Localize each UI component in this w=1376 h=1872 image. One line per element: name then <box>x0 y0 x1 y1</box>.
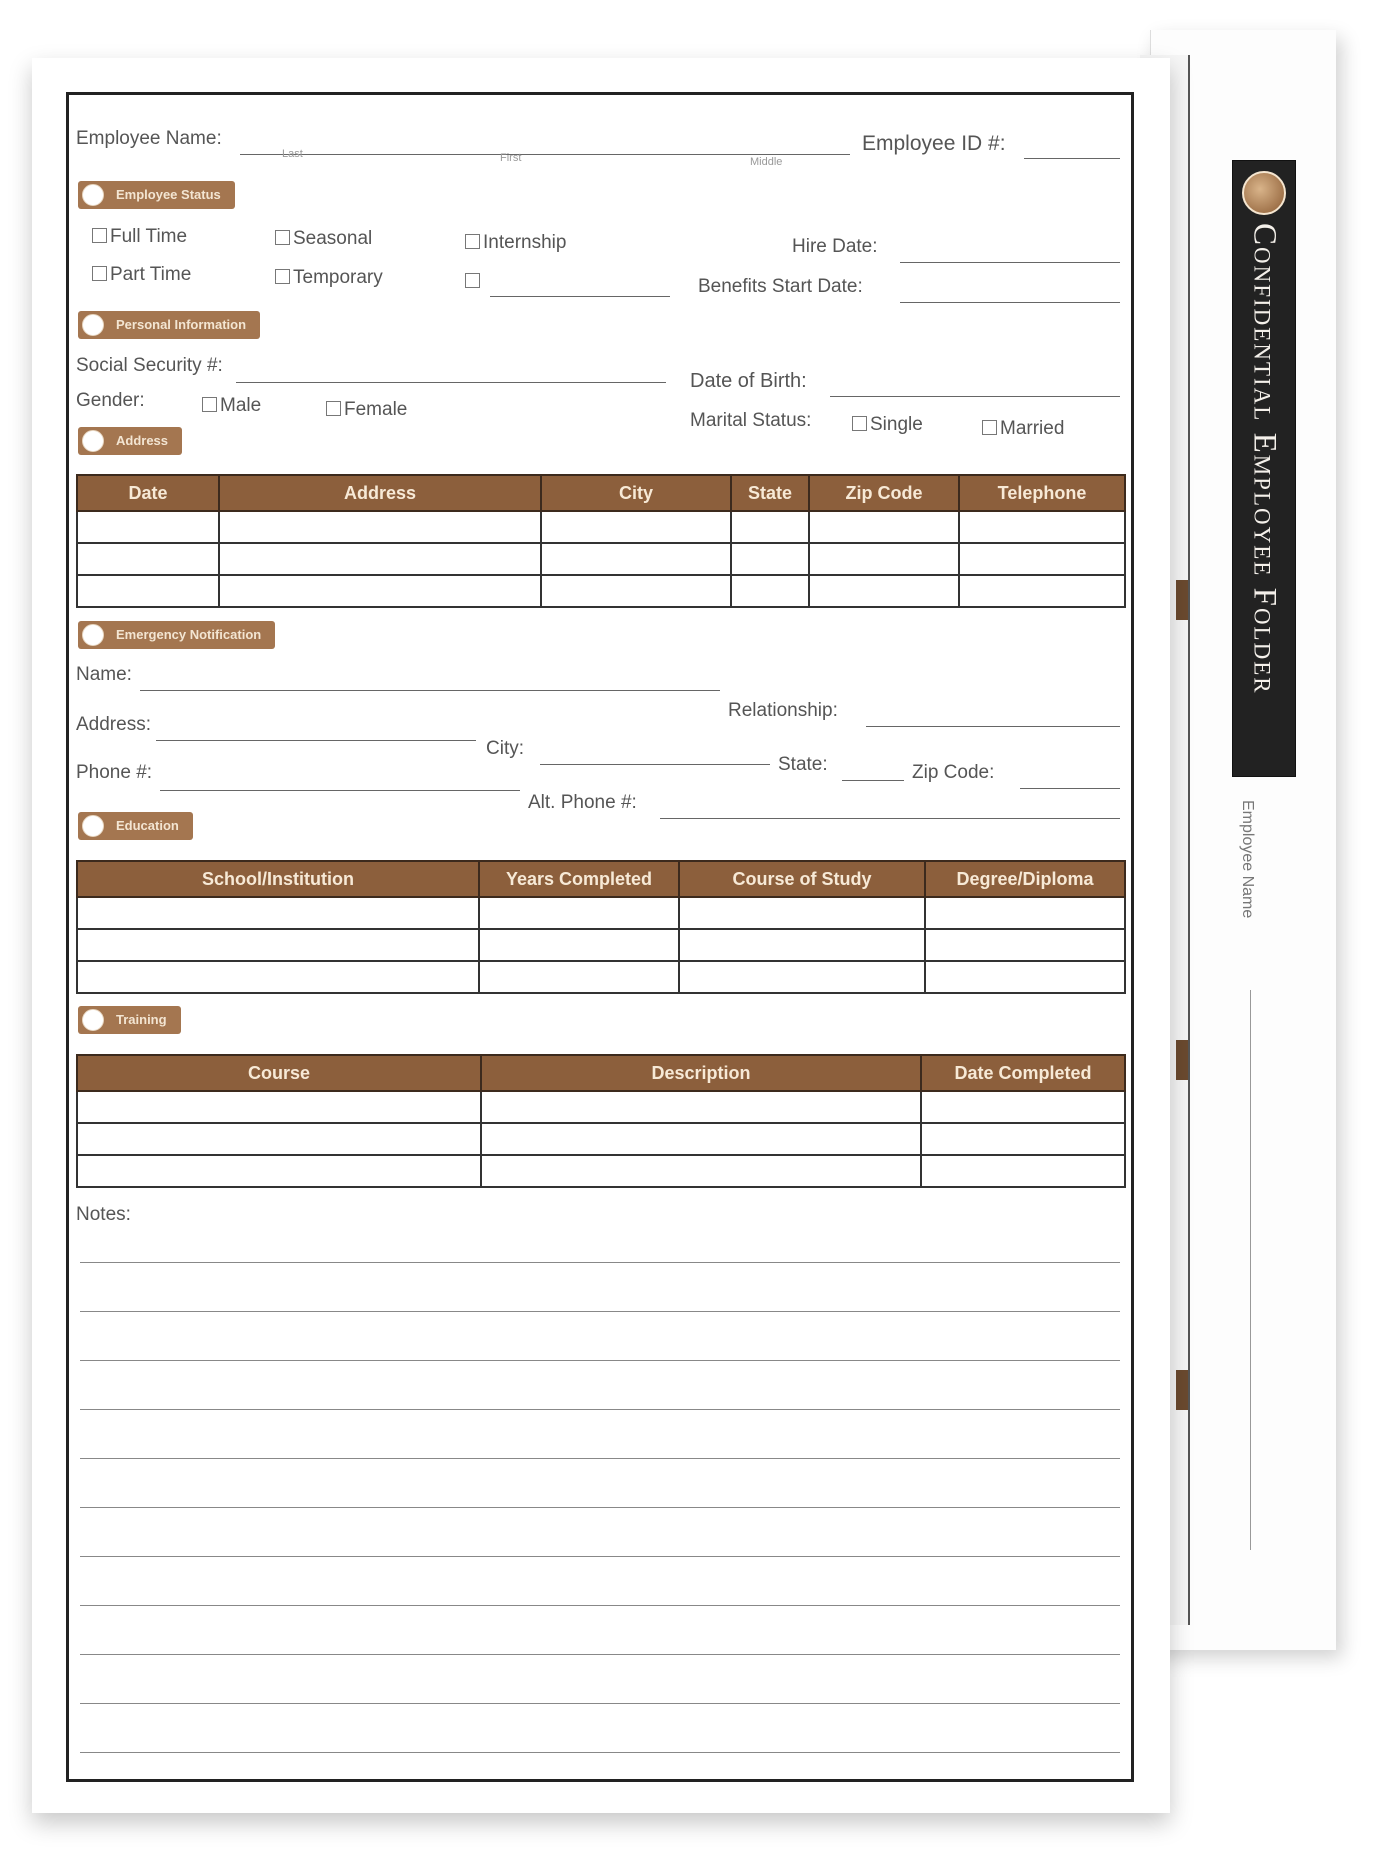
hire-date-field[interactable] <box>900 262 1120 263</box>
table-row <box>77 543 1125 575</box>
relationship-field[interactable] <box>866 726 1120 727</box>
column-header-city: City <box>541 475 731 511</box>
section-heading-training: Training <box>78 1006 181 1034</box>
checkbox-female[interactable]: Female <box>326 399 407 421</box>
table-row <box>77 1091 1125 1123</box>
notes-line[interactable] <box>80 1703 1120 1704</box>
emergency-state-field[interactable] <box>842 780 904 781</box>
emergency-zip-label: Zip Code: <box>912 762 995 783</box>
divider-tab <box>1176 1370 1188 1410</box>
emergency-city-label: City: <box>486 738 524 759</box>
divider-tab <box>1176 1040 1188 1080</box>
checkbox-full-time[interactable]: Full Time <box>92 226 187 248</box>
emergency-name-field[interactable] <box>140 690 720 691</box>
table-row <box>77 961 1125 993</box>
checkbox-married[interactable]: Married <box>982 418 1064 440</box>
notes-label: Notes: <box>76 1204 131 1225</box>
date-of-birth-label: Date of Birth: <box>690 370 807 392</box>
emergency-phone-field[interactable] <box>160 790 520 791</box>
ssn-label: Social Security #: <box>76 355 223 376</box>
back-employee-name-label: Employee Name <box>1239 800 1256 919</box>
emergency-name-label: Name: <box>76 664 132 685</box>
emergency-phone-label: Phone #: <box>76 762 153 783</box>
spine-emblem-icon <box>1242 171 1286 215</box>
table-row <box>77 929 1125 961</box>
sub-label-middle: Middle <box>750 156 783 168</box>
column-header-date: Date <box>77 475 219 511</box>
checkbox-internship[interactable]: Internship <box>465 232 566 254</box>
emergency-address-field[interactable] <box>156 740 476 741</box>
checkbox-seasonal[interactable]: Seasonal <box>275 228 372 250</box>
table-row <box>77 1123 1125 1155</box>
column-header-course: Course <box>77 1055 481 1091</box>
ssn-field[interactable] <box>236 382 666 383</box>
benefits-start-date-label: Benefits Start Date: <box>698 276 863 297</box>
column-header-address: Address <box>219 475 541 511</box>
section-heading-personal-information: Personal Information <box>78 311 260 339</box>
section-heading-employee-status: Employee Status <box>78 181 235 209</box>
notes-line[interactable] <box>80 1507 1120 1508</box>
table-row <box>77 1155 1125 1187</box>
address-table <box>76 474 1126 608</box>
sub-label-first: First <box>500 152 522 164</box>
education-table <box>76 860 1126 994</box>
column-header-course-of-study: Course of Study <box>679 861 925 897</box>
notes-line[interactable] <box>80 1605 1120 1606</box>
training-table <box>76 1054 1126 1188</box>
spine-title: Confidential Employee Folder <box>1246 223 1283 695</box>
section-heading-education: Education <box>78 812 193 840</box>
notes-line[interactable] <box>80 1654 1120 1655</box>
gender-label: Gender: <box>76 390 145 411</box>
table-row <box>77 511 1125 543</box>
emergency-city-field[interactable] <box>540 764 770 765</box>
alt-phone-field[interactable] <box>660 818 1120 819</box>
divider-tab <box>1176 580 1188 620</box>
column-header-state: State <box>731 475 809 511</box>
alt-phone-label: Alt. Phone #: <box>528 792 637 813</box>
column-header-years-completed: Years Completed <box>479 861 679 897</box>
hire-date-label: Hire Date: <box>792 236 878 257</box>
sub-label-last: Last <box>282 148 303 160</box>
section-heading-emergency-notification: Emergency Notification <box>78 621 275 649</box>
table-row <box>77 897 1125 929</box>
notes-line[interactable] <box>80 1262 1120 1263</box>
other-status-field[interactable] <box>490 296 670 297</box>
checkbox-single[interactable]: Single <box>852 414 923 436</box>
emergency-state-label: State: <box>778 754 828 775</box>
relationship-label: Relationship: <box>728 700 838 721</box>
column-header-telephone: Telephone <box>959 475 1125 511</box>
checkbox-part-time[interactable]: Part Time <box>92 264 191 286</box>
emergency-zip-field[interactable] <box>1020 788 1120 789</box>
benefits-start-date-field[interactable] <box>900 302 1120 303</box>
column-header-zip-code: Zip Code <box>809 475 959 511</box>
column-header-degree-diploma: Degree/Diploma <box>925 861 1125 897</box>
emergency-address-label: Address: <box>76 714 151 735</box>
section-heading-address: Address <box>78 427 182 455</box>
table-row <box>77 575 1125 607</box>
notes-line[interactable] <box>80 1311 1120 1312</box>
column-header-school-institution: School/Institution <box>77 861 479 897</box>
back-employee-name-line <box>1250 990 1251 1550</box>
checkbox-male[interactable]: Male <box>202 395 261 417</box>
notes-line[interactable] <box>80 1458 1120 1459</box>
checkbox-other[interactable] <box>465 271 483 293</box>
employee-name-field[interactable] <box>240 154 850 155</box>
notes-line[interactable] <box>80 1556 1120 1557</box>
date-of-birth-field[interactable] <box>830 396 1120 397</box>
column-header-description: Description <box>481 1055 921 1091</box>
notes-line[interactable] <box>80 1752 1120 1753</box>
employee-id-label: Employee ID #: <box>862 132 1006 155</box>
folder-spine-label <box>1232 160 1296 777</box>
marital-status-label: Marital Status: <box>690 410 812 431</box>
checkbox-temporary[interactable]: Temporary <box>275 267 383 289</box>
employee-name-label: Employee Name: <box>76 128 222 149</box>
notes-line[interactable] <box>80 1409 1120 1410</box>
column-header-date-completed: Date Completed <box>921 1055 1125 1091</box>
notes-line[interactable] <box>80 1360 1120 1361</box>
employee-id-field[interactable] <box>1024 158 1120 159</box>
